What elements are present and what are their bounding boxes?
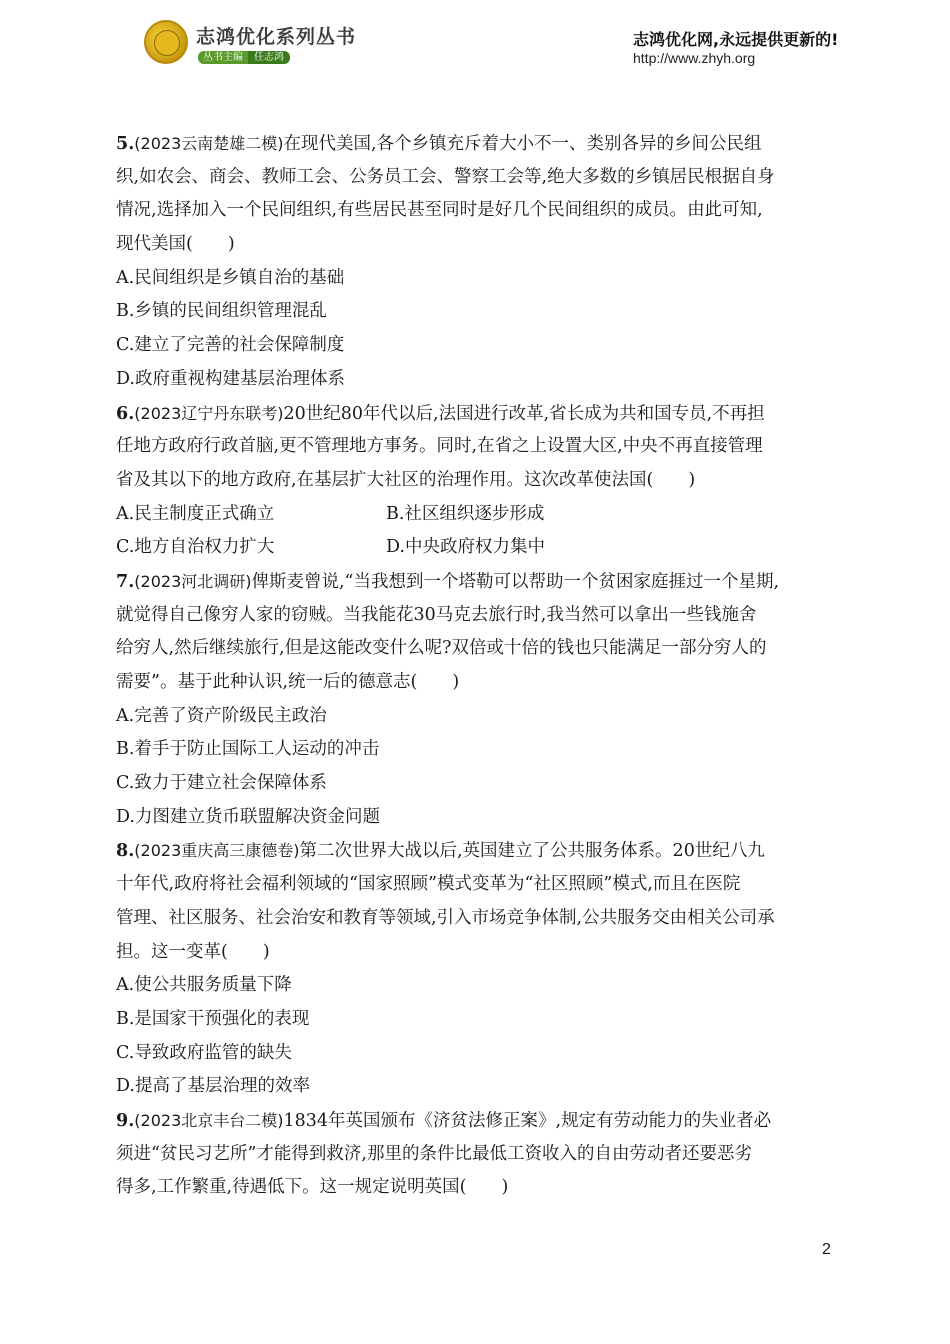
option-d[interactable]: D.中央政府权力集中 [386, 537, 545, 558]
question-text: 给穷人,然后继续旅行,但是这能改变什么呢?双倍或十倍的钱也只能满足一部分穷人的 [116, 638, 767, 659]
question-text: 得多,工作繁重,待遇低下。这一规定说明英国( ) [116, 1177, 509, 1198]
question-text: 就觉得自己像穷人家的窃贼。当我能花30马克去旅行时,我当然可以拿出一些钱施舍 [116, 604, 757, 625]
option-a[interactable]: A.使公共服务质量下降 [116, 975, 292, 996]
question-7: 7.(2023河北调研)俾斯麦曾说,“当我想到一个塔勒可以帮助一个贫困家庭捱过一个星期, 就觉得自己像穷人家的窃贼。当我能花30马克去旅行时,我当然可以拿出一些钱施舍 给穷人,然后继续旅行,但是这能改变什么呢?双倍或十倍的钱也只能满足一部分穷人的 需要”。基于此种认识,统一后的德意志( ) A.完善了资产阶级民主政治 B.着手于防止国际工人运动的冲击 C.致力于建立社会保障体系 D.力图建立货币联盟解决资金问题 [116, 565, 836, 835]
question-text: 省及其以下的地方政府,在基层扩大社区的治理作用。这次改革使法国( ) [116, 469, 696, 490]
question-source: (2023河北调研) [134, 571, 252, 591]
option-a[interactable]: A.民主制度正式确立 [116, 503, 275, 524]
question-number: 9 [116, 1110, 129, 1131]
question-text: 俾斯麦曾说,“当我想到一个塔勒可以帮助一个贫困家庭捱过一个星期, [251, 571, 780, 592]
question-6: 6.(2023辽宁丹东联考)20世纪80年代以后,法国进行改革,省长成为共和国专员,不再担 任地方政府行政首脑,更不管理地方事务。同时,在省之上设置大区,中央不再直接管理 省及其以下的地方政府,在基层扩大社区的治理作用。这次改革使法国( ) A.民主制度正式确立 B.社区组织逐步形成 C.地方自治权力扩大 D.中央政府权力集中 [116, 397, 836, 565]
question-source: (2023辽宁丹东联考) [134, 403, 284, 423]
editor-label: 丛书主编 [198, 51, 248, 64]
question-text: 须进“贫民习艺所”才能得到救济,那里的条件比最低工资收入的自由劳动者还要恶劣 [116, 1143, 752, 1164]
question-text: 需要”。基于此种认识,统一后的德意志( ) [116, 672, 460, 692]
brand-subtitle [198, 48, 290, 63]
question-number: 7 [116, 571, 129, 592]
question-8: 8.(2023重庆高三康德卷)第二次世界大战以后,英国建立了公共服务体系。20世纪八九 十年代,政府将社会福利领域的“国家照顾”模式变革为“社区照顾”模式,而且在医院 管理、社区服务、社会治安和教育等领域,引入市场竞争体制,公共服务交由相关公司承 担。这一变革( ) A.使公共服务质量下降 B.是国家干预强化的表现 C.导致政府监管的缺失 D.提高了基层治理的效率 [116, 834, 836, 1104]
question-text: 情况,选择加入一个民间组织,有些居民甚至同时是好几个民间组织的成员。由此可知, [116, 200, 763, 221]
option-c[interactable]: C.导致政府监管的缺失 [116, 1042, 292, 1063]
option-b[interactable]: B.着手于防止国际工人运动的冲击 [116, 739, 380, 760]
option-b[interactable]: B.社区组织逐步形成 [386, 503, 545, 524]
question-text: 1834年英国颁布《济贫法修正案》,规定有劳动能力的失业者必 [283, 1110, 772, 1131]
option-d[interactable]: D.力图建立货币联盟解决资金问题 [116, 806, 380, 827]
option-a[interactable]: A.民间组织是乡镇自治的基础 [116, 267, 345, 288]
question-text: 现代美国( ) [116, 234, 235, 255]
option-c[interactable]: C.建立了完善的社会保障制度 [116, 335, 345, 356]
question-number: 6 [116, 403, 129, 424]
page-number: 2 [822, 1241, 831, 1258]
question-list [116, 127, 836, 1205]
option-a[interactable]: A.完善了资产阶级民主政治 [116, 705, 327, 726]
question-text: 在现代美国,各个乡镇充斥着大小不一、类别各异的乡间公民组 [283, 134, 762, 154]
question-text: 织,如农会、商会、教师工会、公务员工会、警察工会等,绝大多数的乡镇居民根据自身 [116, 166, 775, 187]
option-c[interactable]: C.地方自治权力扩大 [116, 537, 275, 558]
question-text: 担。这一变革( ) [116, 941, 270, 962]
question-text: 管理、社区服务、社会治安和教育等领域,引入市场竞争体制,公共服务交由相关公司承 [116, 907, 775, 928]
question-source: (2023重庆高三康德卷) [134, 841, 300, 861]
option-d[interactable]: D.政府重视构建基层治理体系 [116, 368, 345, 389]
question-number: 5 [116, 134, 129, 154]
question-text: 20世纪80年代以后,法国进行改革,省长成为共和国专员,不再担 [283, 403, 765, 424]
site-slogan: 志鸿优化网,永远提供更新的! [633, 30, 839, 49]
page-header [0, 0, 950, 90]
brand-title: 志鸿优化系列丛书 [196, 26, 357, 48]
question-source: (2023北京丰台二模) [134, 1110, 284, 1130]
question-number: 8 [116, 841, 129, 862]
option-d[interactable]: D.提高了基层治理的效率 [116, 1076, 310, 1097]
question-text: 十年代,政府将社会福利领域的“国家照顾”模式变革为“社区照顾”模式,而且在医院 [116, 874, 741, 895]
question-source: (2023云南楚雄二模) [134, 134, 284, 153]
editor-name: 任志鸿 [248, 51, 290, 64]
brand-logo [144, 20, 188, 64]
option-b[interactable]: B.乡镇的民间组织管理混乱 [116, 301, 327, 322]
question-9: 9.(2023北京丰台二模)1834年英国颁布《济贫法修正案》,规定有劳动能力的失业者必 须进“贫民习艺所”才能得到救济,那里的条件比最低工资收入的自由劳动者还要恶劣 得多,工作繁重,待遇低下。这一规定说明英国( ) [116, 1104, 836, 1205]
question-5: 5.(2023云南楚雄二模)在现代美国,各个乡镇充斥着大小不一、类别各异的乡间公民组 织,如农会、商会、教师工会、公务员工会、警察工会等,绝大多数的乡镇居民根据自身 情况,选择加入一个民间组织,有些居民甚至同时是好几个民间组织的成员。由此可知, 现代美国( ) A.民间组织是乡镇自治的基础 B.乡镇的民间组织管理混乱 C.建立了完善的社会保障制度 D.政府重视构建基层治理体系 [116, 127, 836, 397]
option-c[interactable]: C.致力于建立社会保障体系 [116, 773, 327, 794]
site-url[interactable]: http://www.zhyh.org [633, 50, 756, 66]
question-text: 第二次世界大战以后,英国建立了公共服务体系。20世纪八九 [299, 841, 765, 862]
question-text: 任地方政府行政首脑,更不管理地方事务。同时,在省之上设置大区,中央不再直接管理 [116, 436, 763, 457]
option-b[interactable]: B.是国家干预强化的表现 [116, 1008, 310, 1029]
